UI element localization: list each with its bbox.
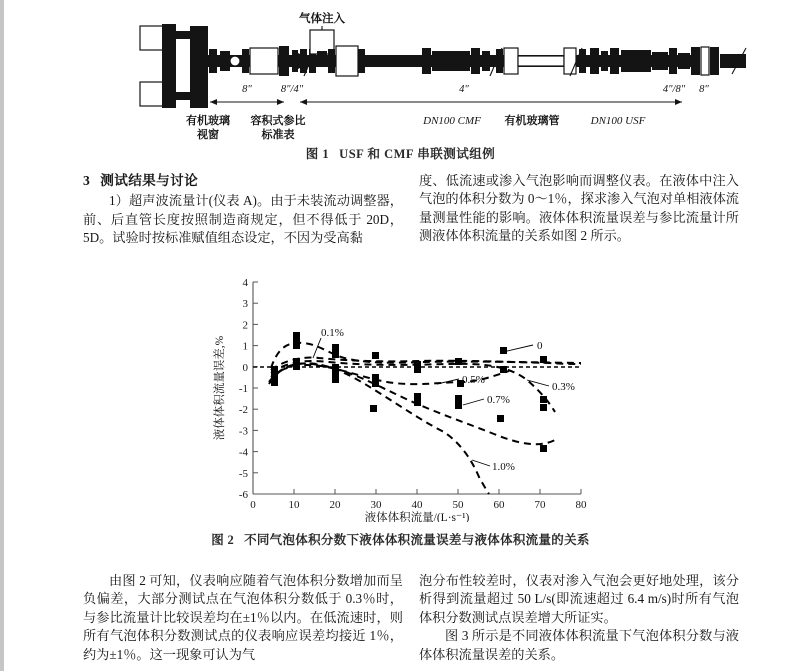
data-marker [370, 405, 377, 412]
curve-label-0: 0 [537, 340, 543, 352]
data-marker [332, 351, 339, 358]
curve-annotation-0.1 [313, 327, 344, 358]
data-marker [540, 445, 547, 452]
x-axis-tick-labels [250, 499, 587, 511]
right-paragraph-1: 度、低流速或渗入气泡影响而调整仪表。在液体中注入气泡的体积分数为 0～1％，探求渗入气泡对单相液体流量测量性能的影响。液体体积流量误差与参比流量计所测液体体积流量的关系如图 2 所示。 [419, 173, 739, 244]
y-tick-label-5: -1 [238, 383, 248, 395]
left-column-lower [83, 572, 403, 664]
figure-1-apparatus [4, 4, 797, 162]
gas-injection-label: 气体注入 [299, 13, 345, 25]
x-tick-label-4: 40 [411, 499, 423, 511]
part-label-0-line2: 视窗 [197, 129, 219, 141]
part-label-1-line2: 标准表 [261, 129, 295, 141]
curve-series-0.3 [271, 361, 555, 412]
data-marker [455, 395, 462, 402]
positive-displacement-meter-body [250, 48, 278, 74]
x-tick-label-3: 30 [370, 499, 382, 511]
curve-annotation-0.7 [463, 394, 510, 406]
data-marker [540, 356, 547, 363]
data-marker [500, 347, 507, 354]
data-marker [455, 401, 462, 409]
part-label-3-line1: 有机玻璃管 [504, 115, 560, 127]
data-marker [332, 364, 339, 372]
part-label-4-line1: DN100 USF [590, 115, 646, 127]
y-tick-label-3: 1 [242, 340, 248, 353]
data-marker [293, 363, 300, 370]
data-marker [455, 358, 462, 365]
data-marker [414, 399, 421, 406]
data-marker [500, 366, 507, 373]
dimension-label-1: 8"/4" [280, 84, 304, 95]
y-tick-label-4: 0 [242, 361, 248, 374]
acrylic-transparent-pipe [518, 56, 564, 66]
scatter-markers [271, 332, 547, 452]
y-tick-label-7: -3 [238, 425, 248, 438]
curve-label-1.0: 1.0% [492, 461, 515, 473]
part-label-0-line1: 有机玻璃 [186, 115, 230, 127]
figure-2-caption [4, 530, 797, 548]
x-tick-label-6: 60 [493, 499, 505, 511]
acrylic-viewing-window-unit [140, 24, 208, 108]
curve-label-0.7: 0.7% [487, 394, 510, 406]
data-marker [372, 379, 379, 387]
data-marker [540, 396, 547, 403]
curve-annotation-0 [503, 340, 543, 352]
curve-label-0.5: 0.5% [462, 374, 485, 386]
data-marker [271, 378, 278, 386]
right-column-upper [419, 172, 739, 246]
y-tick-label-2: 2 [242, 319, 248, 332]
y-tick-label-8: -4 [238, 446, 248, 459]
figure-2-caption-label: 图 2 [211, 533, 235, 547]
apparatus-diagram-svg [4, 4, 797, 154]
part-label-2-line1: DN100 CMF [423, 115, 481, 127]
data-marker [414, 393, 421, 400]
x-tick-label-5: 50 [452, 499, 464, 511]
x-axis-label: 液体体积流量/(L·s⁻¹) [364, 512, 470, 522]
dn100-usf-body [621, 50, 651, 72]
x-tick-label-2: 20 [329, 499, 341, 511]
dimension-label-2: 4" [459, 84, 469, 95]
x-tick-label-0: 0 [250, 499, 256, 511]
x-tick-label-1: 10 [288, 499, 300, 511]
dimension-label-3: 4"/8" [662, 84, 686, 95]
figure-1-caption-text: USF 和 CMF 串联测试组例 [339, 147, 496, 161]
dimension-arrow-long [300, 99, 682, 105]
dimension-label-0: 8" [242, 84, 252, 95]
error-vs-flowrate-chart [209, 272, 609, 522]
document-page [4, 0, 797, 671]
pipe-fittings-group [209, 30, 746, 76]
curve-annotation-0.3 [527, 380, 575, 393]
right-paragraph-2: 泡分布性较差时，仪表对渗入气泡会更好地处理，该分析得到流量超过 50 L/s(即流速超过 6.4 m/s)时所有气泡体积分数测试点误差增大所证实。 [419, 573, 739, 625]
curve-series-0.7 [269, 364, 555, 445]
data-marker [293, 332, 300, 340]
y-axis-tick-labels [239, 277, 249, 501]
curve-annotation-1.0 [472, 460, 515, 473]
data-marker [332, 376, 339, 383]
y-axis-ticks [253, 282, 258, 494]
x-axis-ticks [253, 489, 581, 494]
dn100-cmf-body [432, 51, 470, 71]
data-marker [414, 366, 421, 373]
curve-label-0.1: 0.1% [321, 327, 344, 339]
y-axis-label: 液体体积流量误差,% [214, 335, 226, 441]
data-marker [293, 339, 300, 349]
part-label-1-line1: 容积式参比 [250, 115, 306, 127]
y-tick-label-0: 4 [242, 277, 248, 289]
y-tick-label-6: -2 [238, 404, 248, 417]
figure-2-caption-text: 不同气泡体积分数下液体体积流量误差与液体体积流量的关系 [244, 533, 590, 547]
left-paragraph-1: 1）超声波流量计(仪表 A)。由于未装流动调整器，前、后直管长度按照制造商规定，但不得低于 20D，5D。试验时按标准赋值组态设定，不因为受高黏 [83, 193, 403, 246]
section-number: 3 [83, 173, 91, 188]
right-column-lower [419, 572, 739, 664]
right-paragraph-3: 图 3 所示是不同液体体积流量下气泡体积分数与液体体积流量误差的关系。 [419, 628, 739, 662]
y-tick-label-10: -6 [238, 489, 248, 501]
figure-1-caption [4, 144, 797, 162]
x-tick-label-8: 80 [575, 499, 587, 511]
inline-spool-1 [336, 46, 358, 76]
figure-1-caption-label: 图 1 [305, 147, 330, 161]
dimension-arrow-short [210, 99, 284, 105]
y-tick-label-1: 3 [242, 298, 248, 311]
section-title: 测试结果与讨论 [100, 173, 199, 188]
left-paragraph-2: 由图 2 可知，仪表响应随着气泡体积分数增加而呈负偏差，大部分测试点在气泡体积分数低于 0.3％时，与参比流量计比较误差均在±1％以内。在低流速时，则所有气泡体积分数测试点的仪表响应误差均接近 1％，约为±1％。这一现象可认为气 [83, 573, 403, 662]
data-marker [332, 344, 339, 352]
left-column-upper [83, 172, 403, 248]
y-tick-label-9: -5 [238, 467, 248, 480]
dimension-label-4: 8" [699, 84, 709, 95]
data-marker [497, 415, 504, 422]
data-marker [372, 352, 379, 359]
figure-2-chart [209, 272, 609, 522]
curve-label-0.3: 0.3% [552, 381, 575, 393]
x-tick-label-7: 70 [534, 499, 546, 511]
section-heading [83, 172, 403, 190]
data-marker [540, 404, 547, 411]
